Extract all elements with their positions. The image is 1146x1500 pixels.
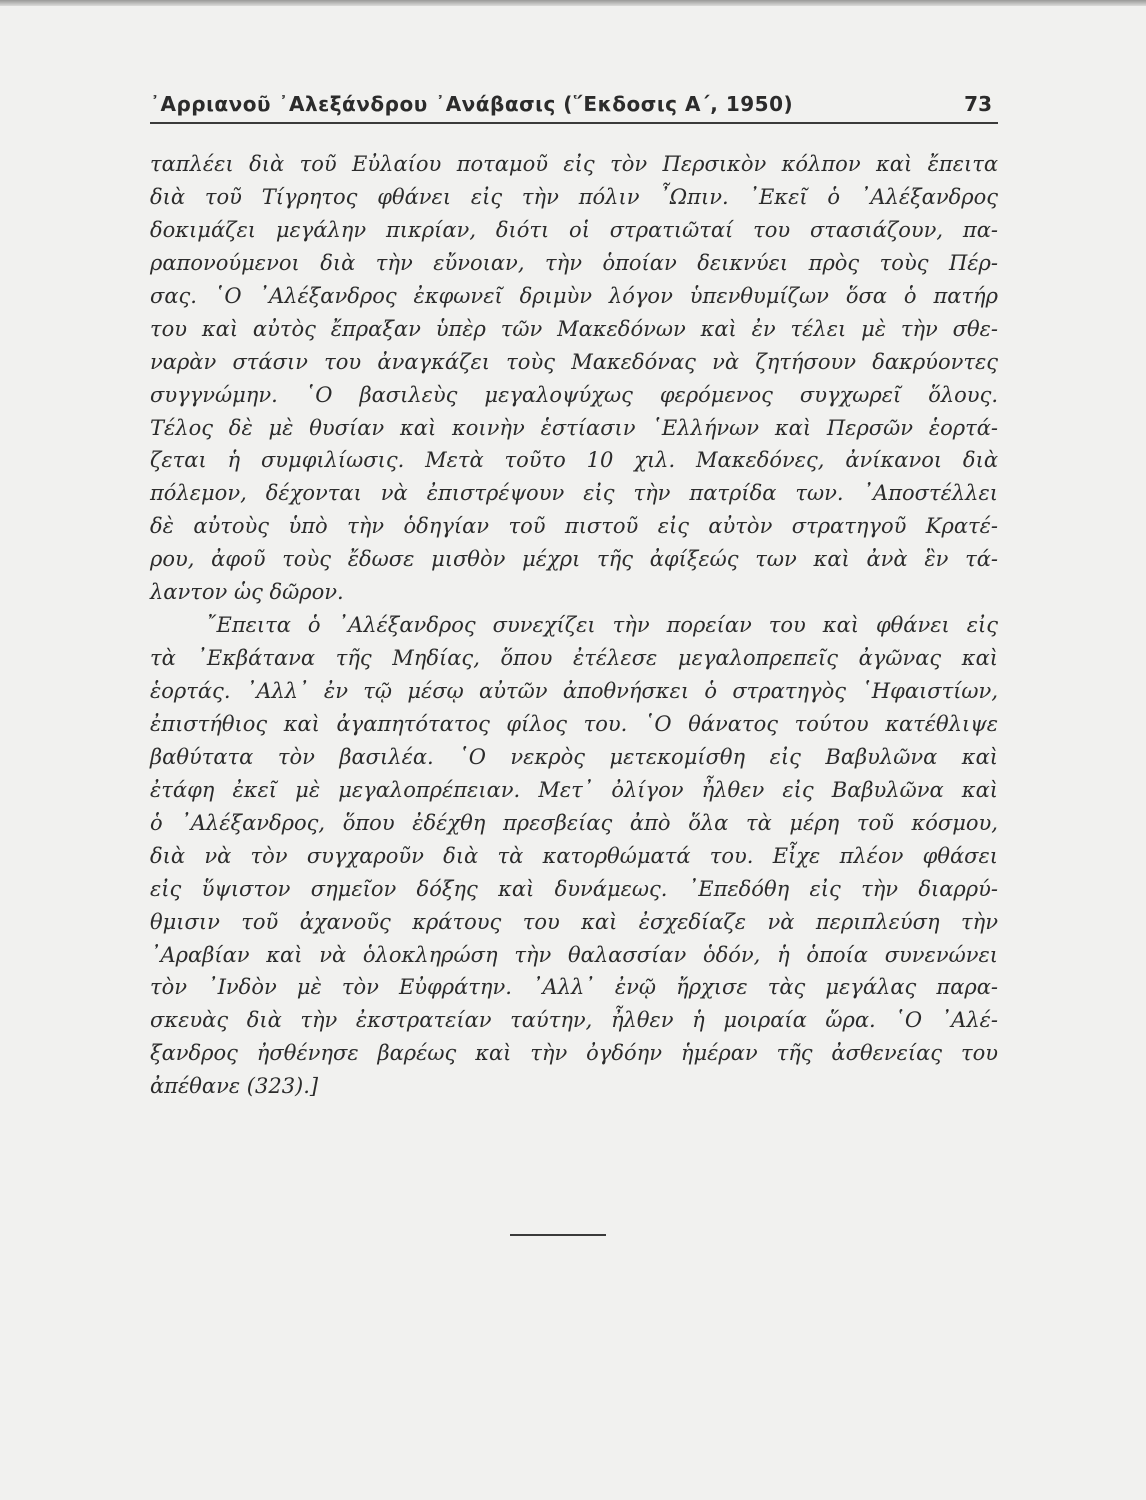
text-line: τὸν ᾿Ινδὸν μὲ τὸν Εὐφράτην. ᾿Αλλ᾿ ἐνῷ ἤρχισε τὰς μεγάλας παρα-: [150, 975, 998, 1000]
text-line: εἰς ὕψιστον σημεῖον δόξης καὶ δυνάμεως. ᾿Επεδόθη εἰς τὴν διαρρύ-: [150, 876, 998, 901]
text-line: ταπλέει διὰ τοῦ Εὐλαίου ποταμοῦ εἰς τὸν Περσικὸν κόλπον καὶ ἔπειτα: [150, 152, 998, 176]
text-line: πόλεμον, δέχονται νὰ ἐπιστρέψουν εἰς τὴν πατρίδα των. ᾿Αποστέλλει: [150, 481, 998, 506]
text-line: δοκιμάζει μεγάλην πικρίαν, διότι οἱ στρατιῶταί του στασιάζουν, πα-: [150, 217, 998, 242]
text-line: ναρὰν στάσιν του ἀναγκάζει τοὺς Μακεδόνας νὰ ζητήσουν δακρύοντες: [150, 349, 998, 374]
text-line: σας. ῾Ο ᾿Αλέξανδρος ἐκφωνεῖ δριμὺν λόγον ὑπενθυμίζων ὅσα ὁ πατήρ: [150, 283, 998, 308]
running-header: [150, 88, 998, 124]
section-end-rule: [510, 1234, 606, 1236]
text-line: τὰ ᾿Εκβάτανα τῆς Μηδίας, ὅπου ἐτέλεσε μεγαλοπρεπεῖς ἀγῶνας καὶ: [150, 646, 998, 671]
page-number: 73: [964, 92, 992, 116]
text-line: ἐπιστήθιος καὶ ἀγαπητότατος φίλος του. ῾Ο θάνατος τούτου κατέθλιψε: [150, 711, 998, 736]
text-line: ζεται ἡ συμφιλίωσις. Μετὰ τοῦτο 10 χιλ. Μακεδόνες, ἀνίκανοι διὰ: [150, 448, 998, 473]
text-line: ὁ ᾿Αλέξανδρος, ὅπου ἐδέχθη πρεσβείας ἀπὸ ὅλα τὰ μέρη τοῦ κόσμου,: [150, 810, 998, 835]
text-line: ᾿Αραβίαν καὶ νὰ ὁλοκληρώση τὴν θαλασσίαν ὁδόν, ἡ ὁποία συνενώνει: [150, 942, 998, 967]
text-line: ἑορτάς. ᾿Αλλ᾿ ἐν τῷ μέσῳ αὐτῶν ἀποθνήσκει ὁ στρατηγὸς ῾Ηφαιστίων,: [150, 679, 998, 703]
paragraph-end-line: λαντον ὡς δῶρον.: [150, 580, 344, 605]
text-line: ἐτάφη ἐκεῖ μὲ μεγαλοπρέπειαν. Μετ᾿ ὀλίγον ἦλθεν εἰς Βαβυλῶνα καὶ: [150, 777, 998, 802]
text-line: ξανδρος ἠσθένησε βαρέως καὶ τὴν ὀγδόην ἡμέραν τῆς ἀσθενείας του: [150, 1041, 998, 1066]
text-line: του καὶ αὐτὸς ἔπραξαν ὑπὲρ τῶν Μακεδόνων καὶ ἐν τέλει μὲ τὴν σθε-: [150, 316, 998, 341]
paragraph-end-line: ἀπέθανε (323).]: [150, 1074, 319, 1099]
text-line: ρου, ἀφοῦ τοὺς ἔδωσε μισθὸν μέχρι τῆς ἀφίξεώς των καὶ ἀνὰ ἓν τά-: [150, 547, 998, 572]
running-title: ᾿Αρριανοῦ ᾿Αλεξάνδρου ᾿Ανάβασις (῞Εκδοσις Α΄, 1950): [150, 92, 794, 116]
text-line: Τέλος δὲ μὲ θυσίαν καὶ κοινὴν ἑστίασιν ῾Ελλήνων καὶ Περσῶν ἑορτά-: [150, 415, 998, 440]
text-line: ραπονούμενοι διὰ τὴν εὔνοιαν, τὴν ὁποίαν δεικνύει πρὸς τοὺς Πέρ-: [150, 250, 998, 275]
text-line: δὲ αὐτοὺς ὑπὸ τὴν ὁδηγίαν τοῦ πιστοῦ εἰς αὐτὸν στρατηγοῦ Κρατέ-: [150, 514, 998, 539]
text-line: θμισιν τοῦ ἀχανοῦς κράτους του καὶ ἐσχεδίαζε νὰ περιπλεύση τὴν: [150, 909, 998, 934]
text-line: συγγνώμην. ῾Ο βασιλεὺς μεγαλοψύχως φερόμενος συγχωρεῖ ὅλους.: [150, 382, 998, 407]
paragraph-start-line: ῎Επειτα ὁ ᾿Αλέξανδρος συνεχίζει τὴν πορείαν του καὶ φθάνει εἰς: [206, 613, 998, 638]
text-line: διὰ τοῦ Τίγρητος φθάνει εἰς τὴν πόλιν ῏Ωπιν. ᾿Εκεῖ ὁ ᾿Αλέξανδρος: [150, 184, 998, 209]
text-line: διὰ νὰ τὸν συγχαροῦν διὰ τὰ κατορθώματά του. Εἶχε πλέον φθάσει: [150, 843, 998, 868]
text-line: βαθύτατα τὸν βασιλέα. ῾Ο νεκρὸς μετεκομίσθη εἰς Βαβυλῶνα καὶ: [150, 744, 998, 769]
body-text: [150, 148, 998, 1103]
text-line: σκευὰς διὰ τὴν ἐκστρατείαν ταύτην, ἦλθεν ἡ μοιραία ὥρα. ῾Ο ᾿Αλέ-: [150, 1008, 998, 1033]
